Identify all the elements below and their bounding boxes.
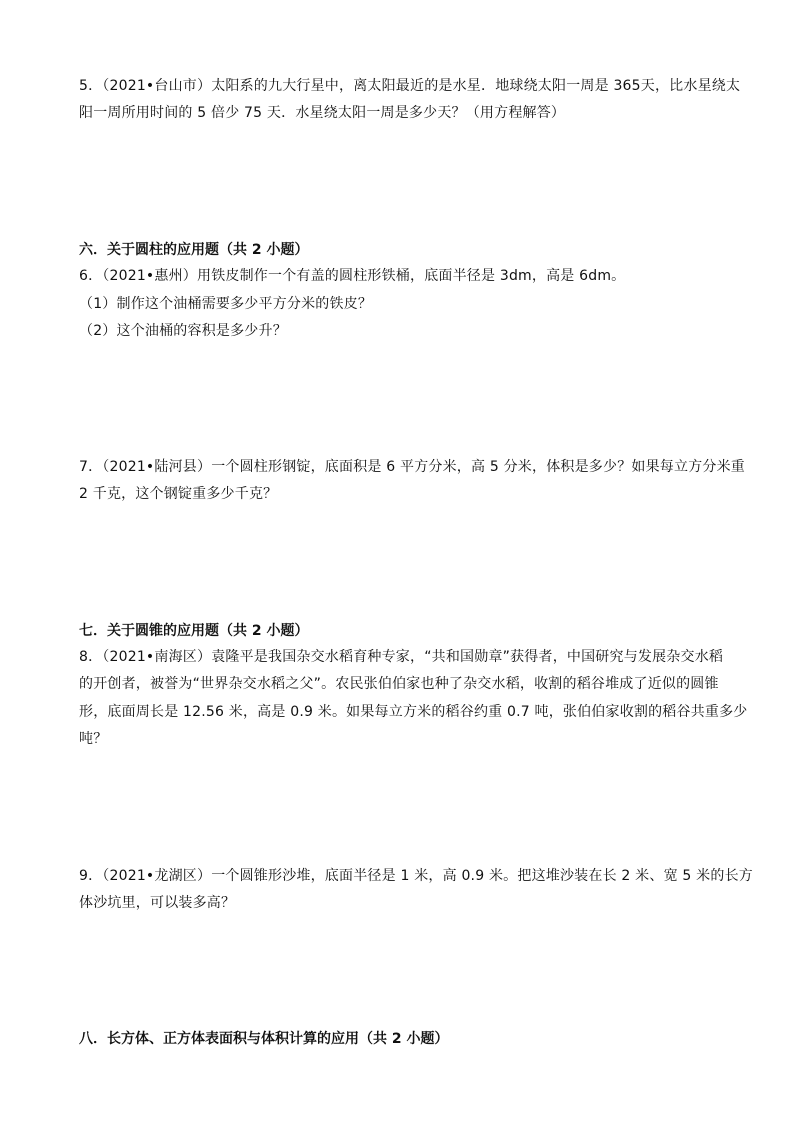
question-8-line-3: 形，底面周长是 12.56 米，高是 0.9 米。如果每立方米的稻谷约重 0.7 吨，张伯伯家收割的稻谷共重多少 bbox=[79, 704, 748, 720]
question-8-line-1: 8．（2021•南海区）袁隆平是我国杂交水稻育种专家，“共和国勋章”获得者，中国研究与发展杂交水稻 bbox=[79, 649, 724, 665]
question-6-part-1: （1）制作这个油桶需要多少平方分米的铁皮？ bbox=[79, 296, 373, 312]
question-8-line-2: 的开创者，被誉为“世界杂交水稻之父”。农民张伯伯家也种了杂交水稻，收割的稻谷堆成了近似的圆锥 bbox=[79, 676, 719, 692]
section-6-heading: 六．关于圆柱的应用题（共 2 小题） bbox=[79, 242, 309, 258]
question-9-line-2: 体沙坑里，可以装多高？ bbox=[79, 895, 236, 911]
question-7-line-2: 2 千克，这个钢锭重多少千克？ bbox=[79, 486, 278, 502]
section-8-heading: 八．长方体、正方体表面积与体积计算的应用（共 2 小题） bbox=[79, 1031, 449, 1047]
section-7-heading: 七．关于圆锥的应用题（共 2 小题） bbox=[79, 623, 309, 639]
question-5-line-2: 阳一周所用时间的 5 倍少 75 天．水星绕太阳一周是多少天？（用方程解答） bbox=[79, 105, 566, 121]
question-9-line-1: 9．（2021•龙湖区）一个圆锥形沙堆，底面半径是 1 米，高 0.9 米。把这堆沙装在长 2 米、宽 5 米的长方 bbox=[79, 868, 753, 884]
question-5-line-1: 5．（2021•台山市）太阳系的九大行星中，离太阳最近的是水星．地球绕太阳一周是 365天，比水星绕太 bbox=[79, 78, 741, 94]
question-8-line-4: 吨？ bbox=[79, 731, 108, 747]
question-6-part-2: （2）这个油桶的容积是多少升？ bbox=[79, 323, 287, 339]
question-7-line-1: 7．（2021•陆河县）一个圆柱形钢锭，底面积是 6 平方分米，高 5 分米，体积是多少？如果每立方分米重 bbox=[79, 459, 746, 475]
question-6-line-1: 6．（2021•惠州）用铁皮制作一个有盖的圆柱形铁桶，底面半径是 3dm，高是 6dm。 bbox=[79, 268, 626, 284]
